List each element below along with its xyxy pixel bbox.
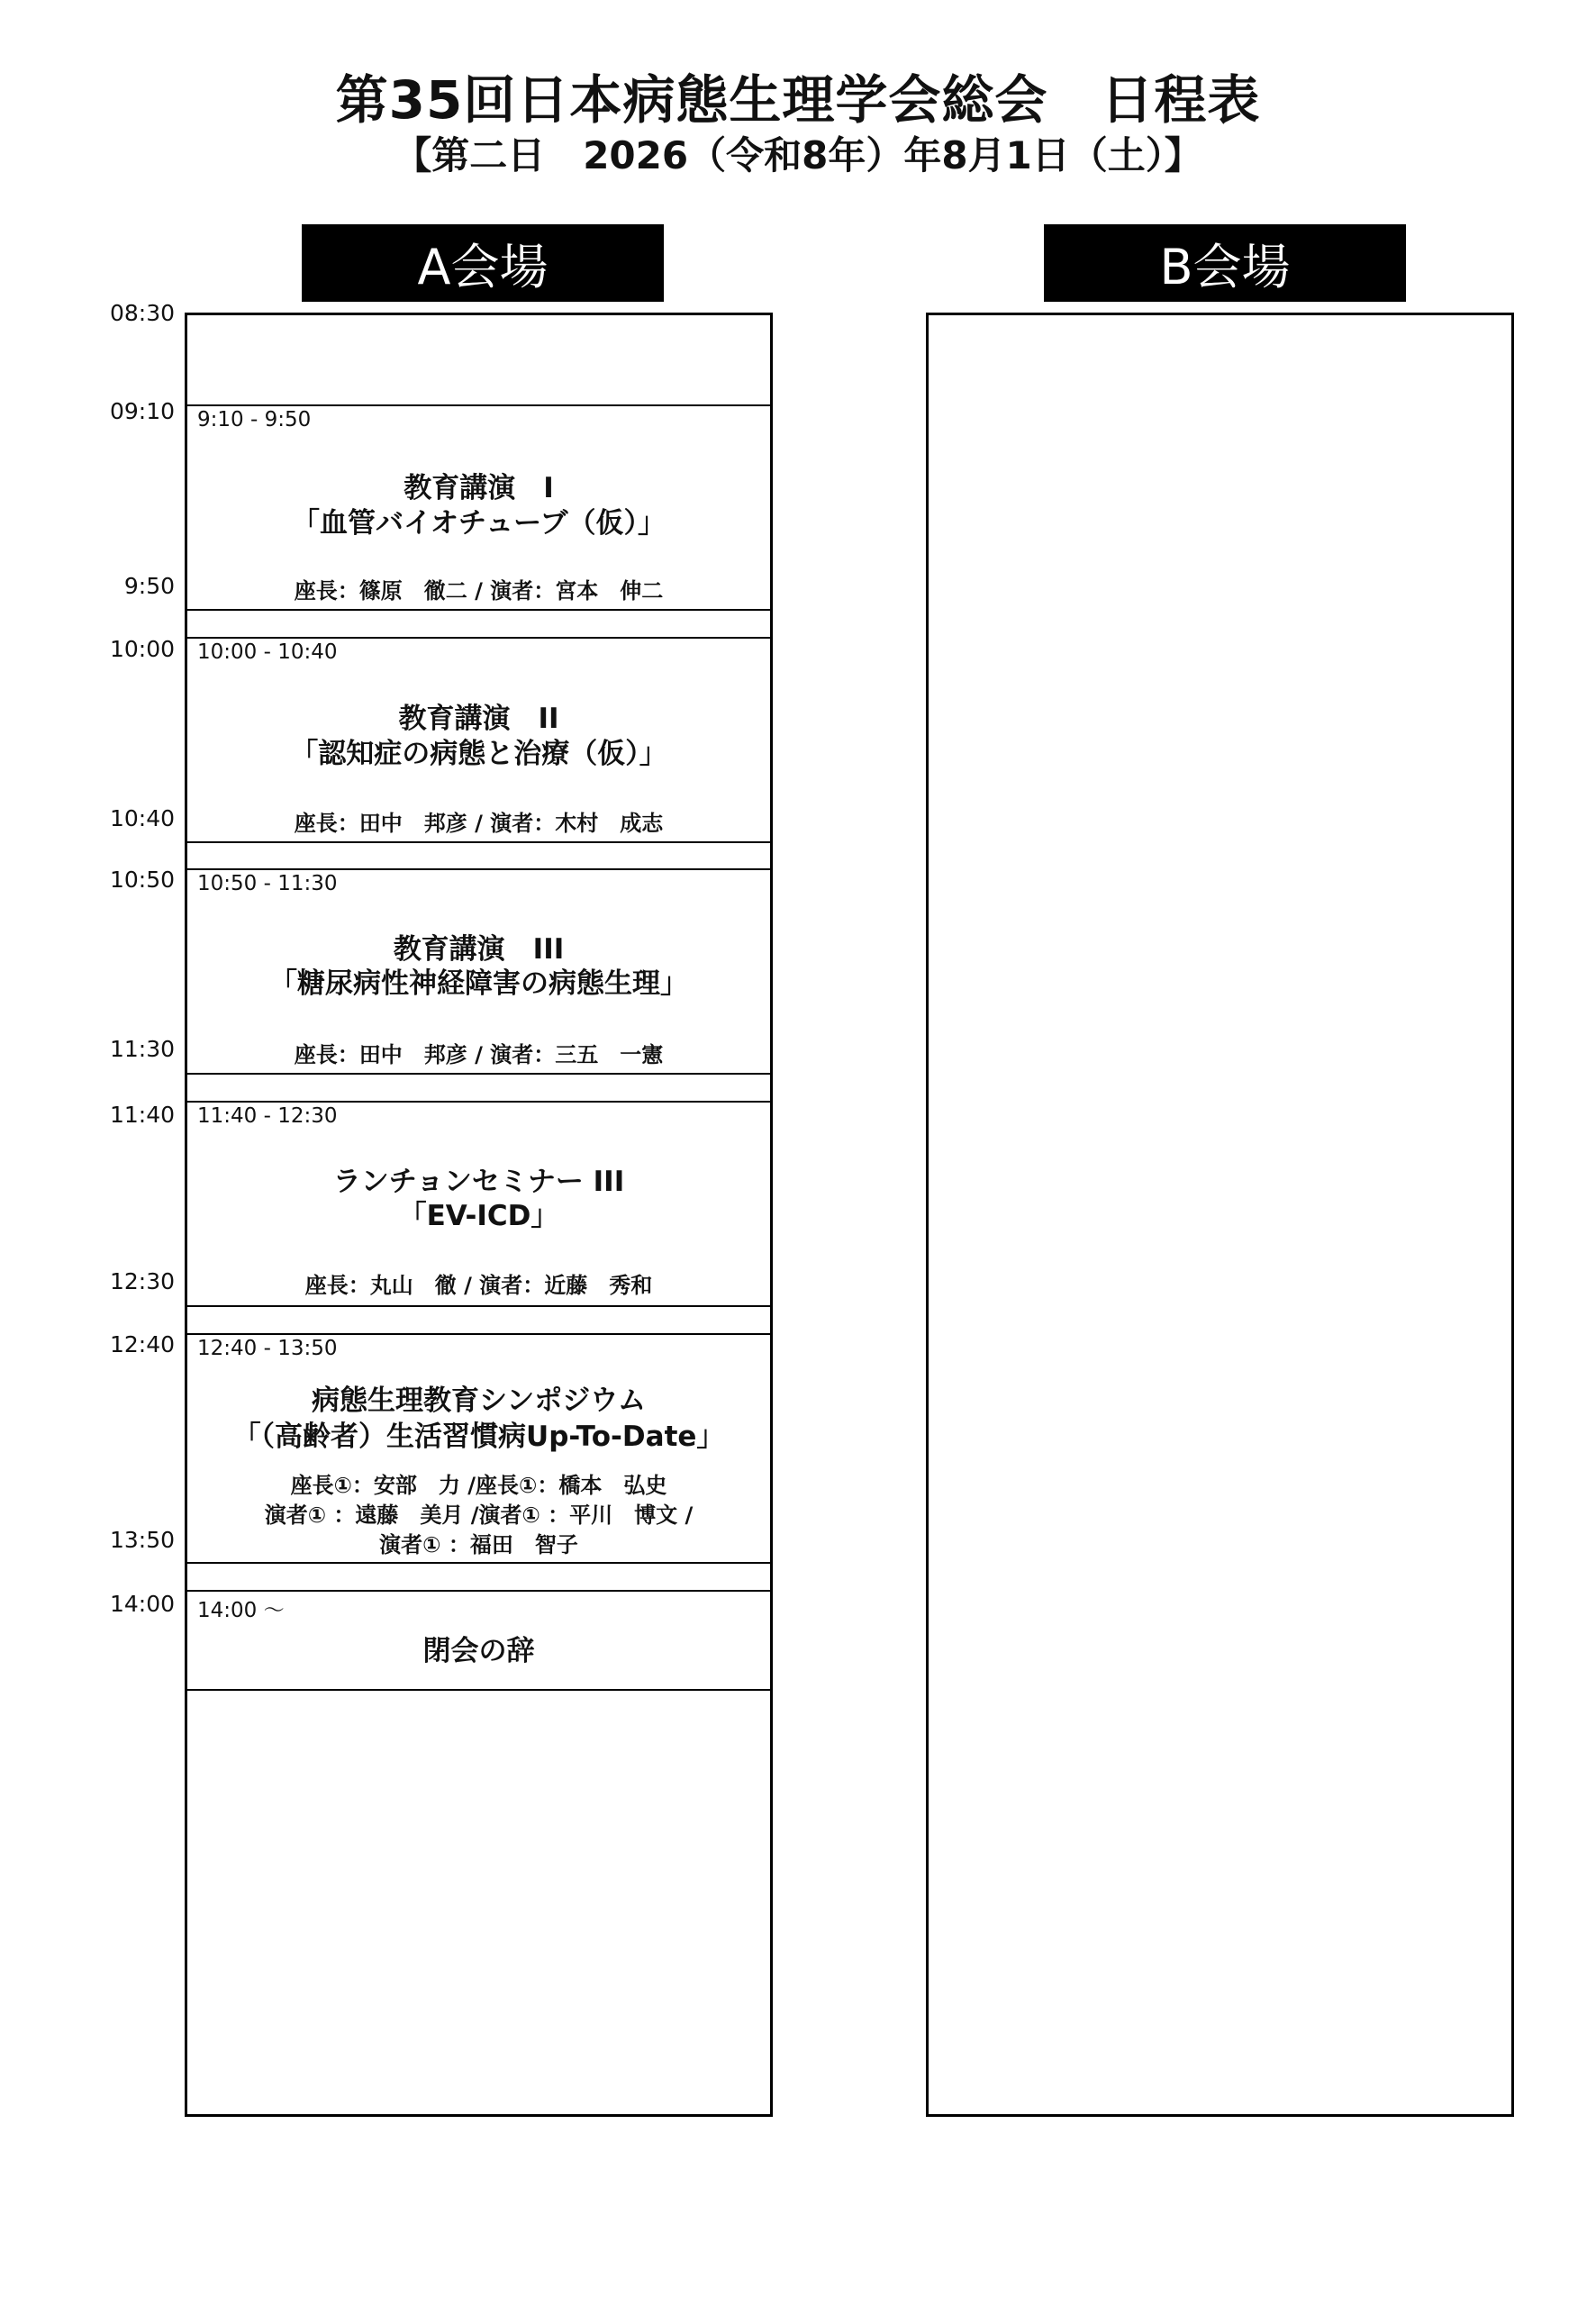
session-chair: 座長：丸山 徹 / 演者：近藤 秀和 <box>304 1273 653 1298</box>
page-subtitle: 【第二日 2026（令和8年）年8月1日（土）】 <box>394 133 1202 177</box>
session-chair: 座長：田中 邦彦 / 演者：三五 一憲 <box>294 1042 664 1067</box>
session-title: 病態生理教育シンポジウム <box>312 1385 646 1417</box>
time-tick: 10:00 <box>109 636 175 662</box>
time-tick: 14:00 <box>109 1591 175 1617</box>
session-title: 教育講演 I <box>404 472 554 504</box>
time-tick: 08:30 <box>109 300 175 326</box>
time-tick: 09:10 <box>109 398 175 424</box>
session-time: 9:10 - 9:50 <box>197 408 312 431</box>
session-chair: 座長：篠原 徹二 / 演者：宮本 伸二 <box>294 578 664 604</box>
time-tick: 11:30 <box>109 1036 175 1062</box>
session-subtitle: 「EV-ICD」 <box>398 1200 559 1232</box>
session-time: 10:50 - 11:30 <box>197 872 338 895</box>
session-time: 10:00 - 10:40 <box>197 640 338 664</box>
time-tick: 10:40 <box>109 805 175 831</box>
session-chair-line: 演者① ：遠藤 美月 /演者① ：平川 博文 / <box>264 1503 694 1528</box>
session-time: 11:40 - 12:30 <box>197 1104 338 1128</box>
session-chair: 座長：田中 邦彦 / 演者：木村 成志 <box>294 811 664 836</box>
time-tick: 9:50 <box>123 573 175 599</box>
page-title: 第35回日本病態生理学会総会 日程表 <box>335 69 1261 131</box>
session-block <box>187 1590 770 1691</box>
session-subtitle: 「血管バイオチューブ（仮）」 <box>291 507 667 540</box>
time-tick: 10:50 <box>109 867 175 893</box>
session-title: 教育講演 III <box>393 933 565 966</box>
session-time: 12:40 - 13:50 <box>197 1337 338 1360</box>
session-time: 14:00 ～ <box>197 1599 285 1622</box>
session-block <box>187 1333 770 1564</box>
session-subtitle: 「（高齢者）生活習慣病Up-To-Date」 <box>232 1421 725 1453</box>
time-tick: 12:30 <box>109 1268 175 1294</box>
session-block <box>187 1101 770 1307</box>
session-subtitle: 「糖尿病性神経障害の病態生理」 <box>269 967 688 1000</box>
session-block <box>187 868 770 1075</box>
session-title: 閉会の辞 <box>422 1635 535 1667</box>
session-subtitle: 「認知症の病態と治療（仮）」 <box>290 738 667 770</box>
time-tick: 11:40 <box>109 1102 175 1128</box>
session-chair-line: 座長①：安部 力 /座長①：橋本 弘史 <box>290 1473 667 1498</box>
session-title: 教育講演 II <box>398 703 559 735</box>
hall-b-header: B会場 <box>1044 224 1406 302</box>
session-chair-line: 演者① ：福田 智子 <box>379 1532 578 1557</box>
time-tick: 13:50 <box>109 1527 175 1553</box>
session-block <box>187 637 770 843</box>
hall-a-column <box>185 313 773 2117</box>
hall-b-column <box>926 313 1514 2117</box>
hall-a-header: A会場 <box>302 224 664 302</box>
session-block <box>187 404 770 611</box>
time-tick: 12:40 <box>109 1331 175 1357</box>
session-title: ランチョンセミナー III <box>332 1166 625 1198</box>
